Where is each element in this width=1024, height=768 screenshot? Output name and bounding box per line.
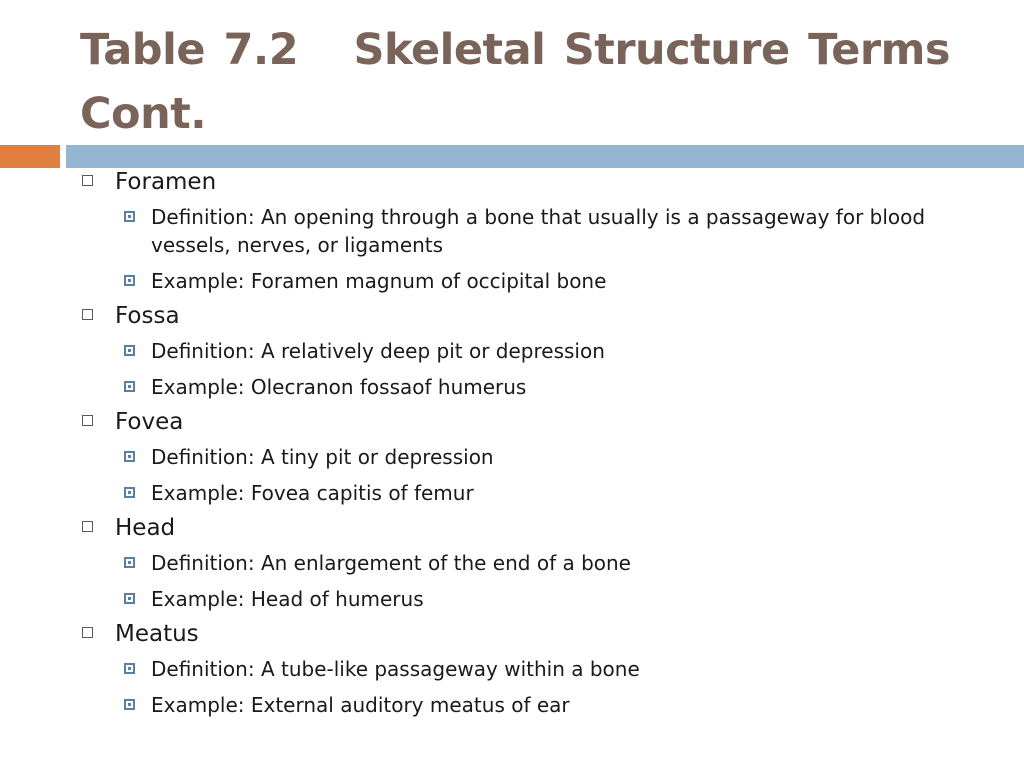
slide-title: Table 7.2 Skeletal Structure Terms Cont. [80,25,969,139]
hollow-square-bullet-icon [82,627,93,638]
filled-square-bullet-icon [124,487,135,498]
hollow-square-bullet-icon [82,175,93,186]
hollow-square-bullet-icon [82,415,93,426]
example-text: Example: Fovea capitis of femur [151,481,474,505]
term-details [115,443,980,507]
example-text: Example: External auditory meatus of ear [151,693,570,717]
filled-square-bullet-icon [124,663,135,674]
accent-bar-orange [0,145,60,168]
definition-text: Definition: A relatively deep pit or depression [151,339,605,363]
definition-text: Definition: An enlargement of the end of a bone [151,551,631,575]
filled-square-bullet-icon [124,211,135,222]
term-name: Head [115,515,176,541]
example-item [115,373,991,401]
term-item-head [80,513,980,613]
definition-text: Definition: A tiny pit or depression [151,445,494,469]
filled-square-bullet-icon [124,345,135,356]
term-item-foramen [80,167,980,295]
term-name: Foramen [115,169,217,195]
hollow-square-bullet-icon [82,309,93,320]
example-text: Example: Head of humerus [151,587,424,611]
definition-text: Definition: A tube-like passageway within a bone [151,657,640,681]
definition-item [115,549,991,577]
term-name: Fovea [115,409,184,435]
definition-text: Definition: An opening through a bone that usually is a passageway for blood vessels, nerves, or ligaments [151,205,926,257]
filled-square-bullet-icon [124,381,135,392]
definition-item [115,655,991,683]
definition-item [115,443,991,471]
definition-item [115,337,991,365]
example-text: Example: Foramen magnum of occipital bone [151,269,607,293]
filled-square-bullet-icon [124,451,135,462]
term-name: Fossa [115,303,180,329]
example-item [115,479,991,507]
filled-square-bullet-icon [124,557,135,568]
example-text: Example: Olecranon fossaof humerus [151,375,527,399]
hollow-square-bullet-icon [82,521,93,532]
term-details [115,337,980,401]
term-item-fossa [80,301,980,401]
filled-square-bullet-icon [124,593,135,604]
term-item-meatus [80,619,980,719]
example-item [115,267,991,295]
accent-bar-blue [66,145,1024,168]
term-details [115,655,980,719]
term-list [80,167,980,719]
example-item [115,691,991,719]
filled-square-bullet-icon [124,699,135,710]
term-item-fovea [80,407,980,507]
term-name: Meatus [115,621,199,647]
filled-square-bullet-icon [124,275,135,286]
definition-item [115,203,991,259]
example-item [115,585,991,613]
term-details [115,549,980,613]
term-details [115,203,980,295]
